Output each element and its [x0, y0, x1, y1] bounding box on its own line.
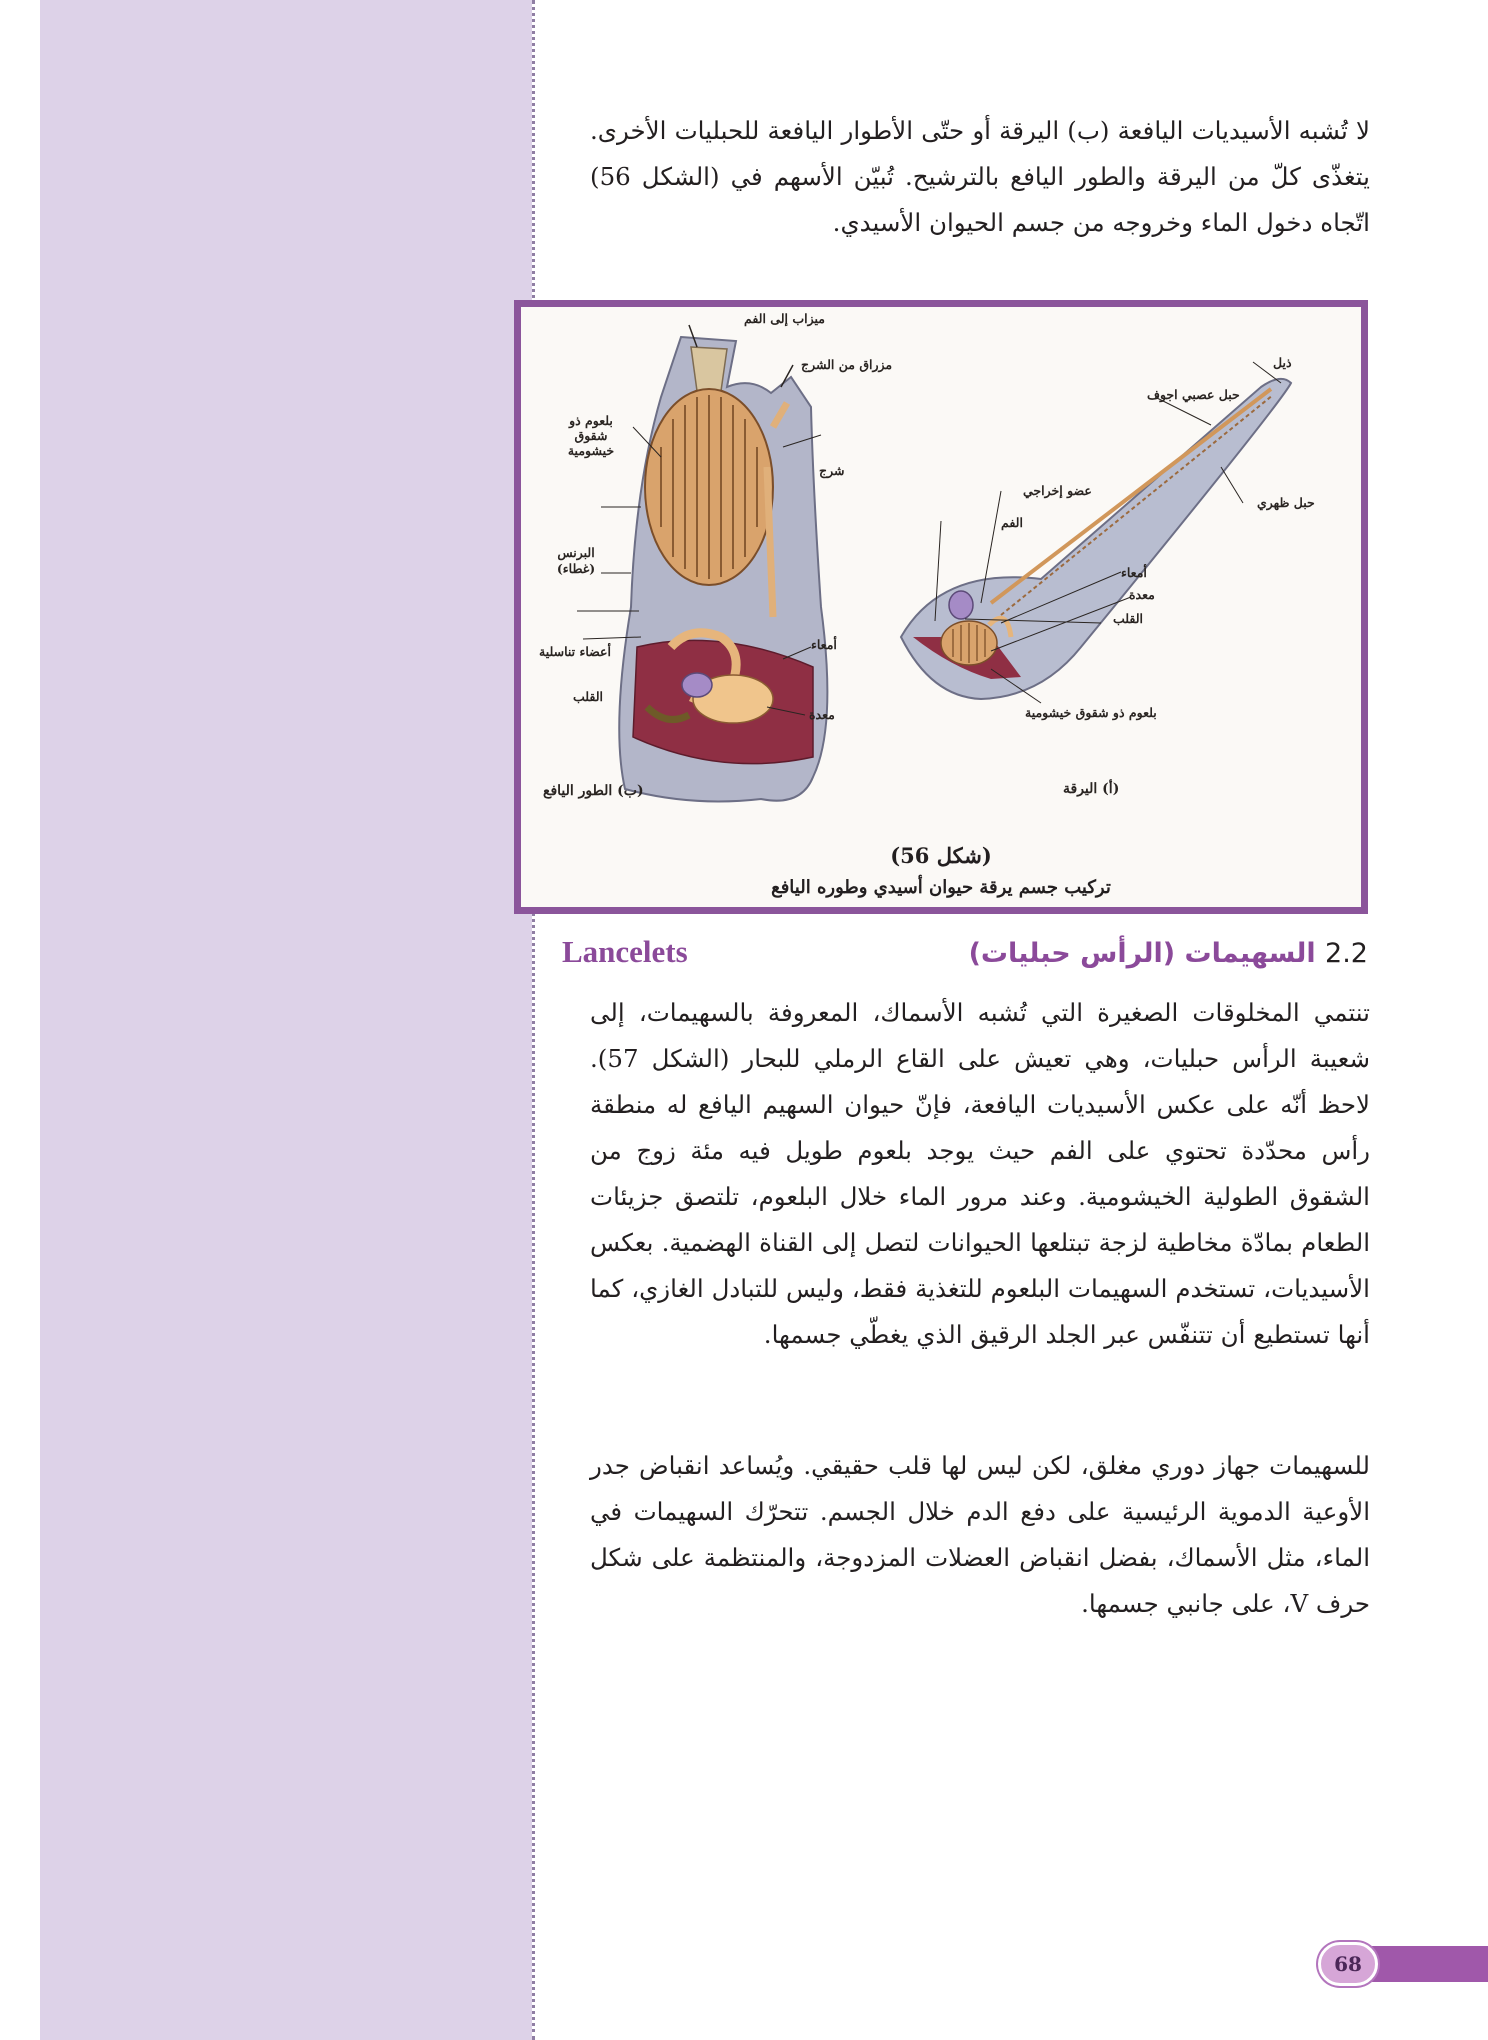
label-larva-stomach: معدة [1129, 587, 1155, 602]
label-tail: ذيل [1273, 355, 1292, 370]
label-adult-intestine: أمعاء [811, 637, 837, 652]
label-larva-intestine: أمعاء [1121, 565, 1147, 580]
label-gonads: أعضاء تناسلية [539, 644, 611, 659]
page-number: 68 [1318, 1942, 1378, 1986]
figure-caption-number: (شكل 56) [890, 843, 992, 868]
label-excretory-organ: عضو إخراجي [1023, 483, 1092, 498]
page-number-strip [1372, 1946, 1488, 1982]
figure-caption-title: تركيب جسم يرقة حيوان أسيدي وطوره اليافع [771, 877, 1111, 898]
label-adult-pharynx: بلعوم ذو شقوق خيشومية [567, 413, 615, 458]
label-adult-title: (ب) الطور اليافع [543, 783, 644, 799]
label-adult-heart: القلب [573, 689, 604, 704]
figure-56 [514, 300, 1368, 914]
body-paragraph-2: للسهيمات جهاز دوري مغلق، لكن ليس لها قلب حقيقي. ويُساعد انقباض جدر الأوعية الدموية الرئيسية على دفع الدم خلال الجسم. تتحرّك السهيمات في الماء، مثل الأسماك، بفضل انقباض العضلات المزدوجة، والمنتظمة على شكل حرف V، على جانبي جسمها. [590, 1451, 1370, 1618]
section-heading-arabic [969, 938, 1368, 969]
adult-ascidian-drawing [619, 325, 827, 801]
section-number: 2.2 [1325, 938, 1368, 969]
label-mouth: الفم [1001, 515, 1023, 530]
label-nerve-cord: حبل عصبي اجوف [1147, 387, 1240, 402]
larva-drawing [901, 379, 1291, 699]
label-anus: شرج [819, 463, 845, 478]
label-excurrent-siphon: مزراق من الشرج [801, 357, 893, 372]
label-adult-stomach: معدة [809, 707, 835, 722]
label-larva-heart: القلب [1113, 611, 1144, 626]
label-larva-pharynx: بلعوم ذو شقوق خيشومية [1025, 705, 1157, 720]
label-larva-title: (أ) اليرقة [1063, 781, 1120, 797]
label-tunic: البرنس (غطاء) [556, 545, 596, 576]
left-sidebar-band [40, 0, 532, 2040]
intro-paragraph: لا تُشبه الأسيديات اليافعة (ب) اليرقة أو حتّى الأطوار اليافعة للحبليات الأخرى. يتغذّى كلّ من اليرقة والطور اليافع بالترشيح. تُبيّن الأسهم في (الشكل 56) اتّجاه دخول الماء وخروجه من جسم الحيوان الأسيدي. [590, 116, 1370, 237]
label-notochord: حبل ظهري [1257, 495, 1315, 510]
section-heading-english: Lancelets [562, 934, 688, 969]
section-title-arabic: السهيمات (الرأس حبليات) [968, 938, 1316, 969]
label-incurrent-siphon: ميزاب إلى الفم [744, 311, 825, 326]
body-paragraph-1: تنتمي المخلوقات الصغيرة التي تُشبه الأسماك، المعروفة بالسهيمات، إلى شعيبة الرأس حبليات، وهي تعيش على القاع الرملي للبحار (الشكل 57). لاحظ أنّه على عكس الأسيديات اليافعة، فإنّ حيوان السهيم اليافع له منطقة رأس محدّدة تحتوي على الفم حيث يوجد بلعوم طويل فيه مئة زوج من الشقوق الطولية الخيشومية. وعند مرور الماء خلال البلعوم، تلتصق جزيئات الطعام بمادّة مخاطية لزجة تبتلعها الحيوانات لتصل إلى القناة الهضمية. بعكس الأسيديات، تستخدم السهيمات البلعوم للتغذية فقط، وليس للتبادل الغازي، كما أنها تستطيع أن تتنفّس عبر الجلد الرقيق الذي يغطّي جسمها. [590, 998, 1371, 1349]
